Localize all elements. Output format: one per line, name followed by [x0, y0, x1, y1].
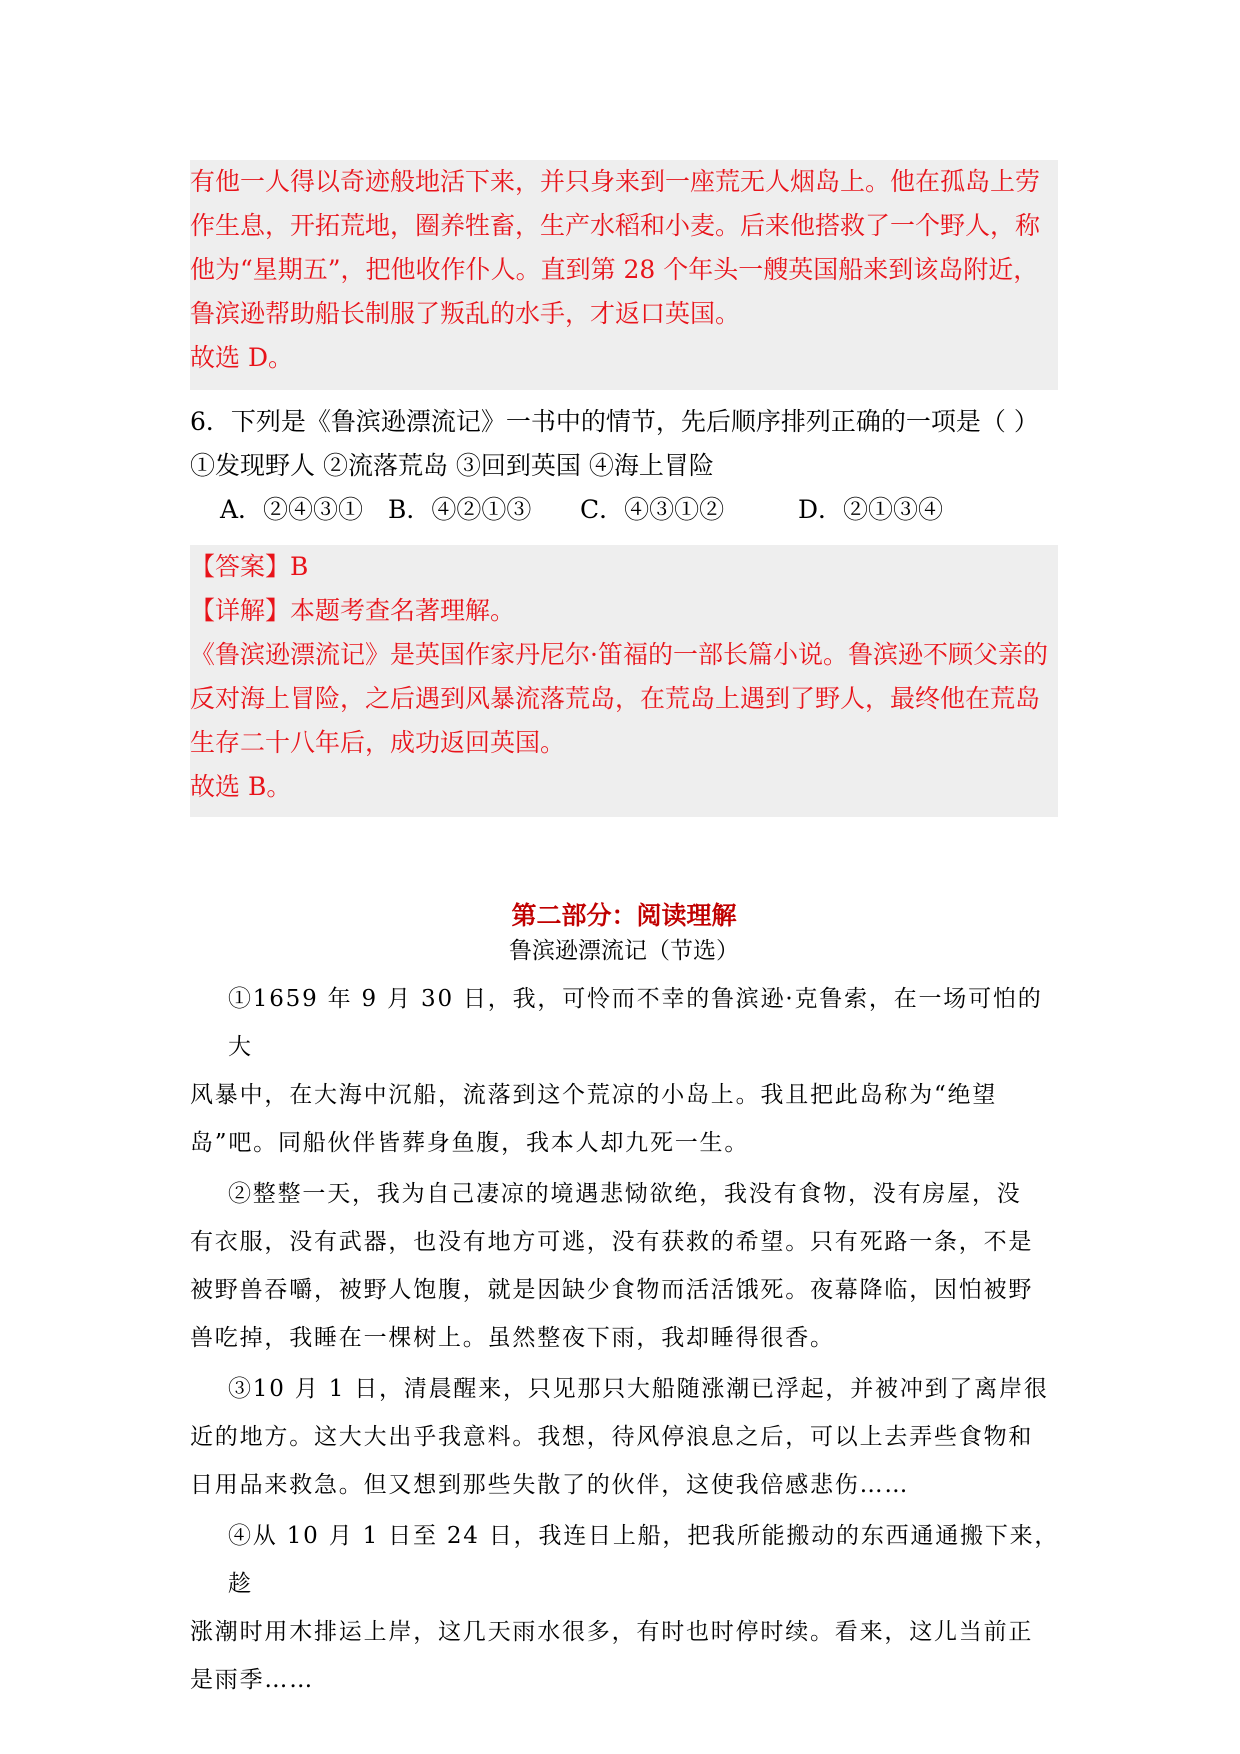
passage-line: ③10 月 1 日，清晨醒来，只见那只大船随涨潮已浮起，并被冲到了离岸很: [228, 1376, 1049, 1402]
option-a: A．②④③①: [220, 495, 364, 524]
passage-title: 鲁滨逊漂流记（节选）: [509, 938, 739, 964]
question-events: ①发现野人 ②流落荒岛 ③回到英国 ④海上冒险: [190, 451, 714, 480]
paragraph-1: [190, 975, 1066, 1167]
passage-line: 岛”吧。同船伙伴皆葬身鱼腹，我本人却九死一生。: [190, 1130, 750, 1156]
option-d: D．②①③④: [798, 495, 944, 524]
section-title: 第二部分：阅读理解: [511, 901, 737, 930]
analysis-box-question-6: [190, 545, 1058, 817]
passage-line: 近的地方。这大大出乎我意料。我想，待风停浪息之后，可以上去弄些食物和: [190, 1424, 1034, 1450]
passage-line: 涨潮时用木排运上岸，这几天雨水很多，有时也时停时续。看来，这儿当前正: [190, 1619, 1034, 1645]
analysis-line: 《鲁滨逊漂流记》是英国作家丹尼尔·笛福的一部长篇小说。鲁滨逊不顾父亲的: [190, 640, 1048, 669]
passage-line: 日用品来救急。但又想到那些失散了的伙伴，这使我倍感悲伤……: [190, 1472, 910, 1498]
passage-line: ④从 10 月 1 日至 24 日，我连日上船，把我所能搬动的东西通通搬下来，趁: [228, 1523, 1060, 1597]
conclusion-line: 故选 B。: [190, 772, 292, 801]
answer-label: 【答案】B: [190, 552, 309, 581]
passage-line: 是雨季……: [190, 1667, 314, 1693]
passage-line: ①1659 年 9 月 30 日，我，可怜而不幸的鲁滨逊·克鲁索，在一场可怕的大: [228, 986, 1043, 1060]
paragraph-3: [190, 1365, 1066, 1509]
question-stem: 6．下列是《鲁滨逊漂流记》一书中的情节，先后顺序排列正确的一项是（ ）: [190, 407, 1039, 436]
option-b: B．④②①③: [388, 495, 532, 524]
analysis-line: 他为“星期五”，把他收作仆人。直到第 28 个年头一艘英国船来到该岛附近，: [190, 255, 1039, 284]
passage-line: 有衣服，没有武器，也没有地方可逃，没有获救的希望。只有死路一条，不是: [190, 1229, 1034, 1255]
analysis-line: 生存二十八年后，成功返回英国。: [190, 728, 566, 757]
question-6: [190, 400, 1066, 524]
passage-line: 被野兽吞嚼，被野人饱腹，就是因缺少食物而活活饿死。夜幕降临，因怕被野: [190, 1277, 1034, 1303]
analysis-line: 反对海上冒险，之后遇到风暴流落荒岛，在荒岛上遇到了野人，最终他在荒岛: [190, 684, 1041, 713]
paragraph-2: [190, 1170, 1066, 1362]
detail-label: 【详解】本题考查名著理解。: [190, 596, 516, 625]
analysis-box-continued: [190, 160, 1058, 390]
passage-line: 兽吃掉，我睡在一棵树上。虽然整夜下雨，我却睡得很香。: [190, 1325, 835, 1351]
option-c: C．④③①②: [580, 495, 725, 524]
analysis-line: 作生息，开拓荒地，圈养牲畜，生产水稻和小麦。后来他搭救了一个野人，称: [190, 211, 1041, 240]
paragraph-4: [190, 1512, 1066, 1704]
passage-line: ②整整一天，我为自己凄凉的境遇悲恸欲绝，我没有食物，没有房屋，没: [228, 1181, 1022, 1207]
passage-line: 风暴中，在大海中沉船，流落到这个荒凉的小岛上。我且把此岛称为“绝望: [190, 1082, 998, 1108]
conclusion-line: 故选 D。: [190, 343, 293, 372]
analysis-line: 有他一人得以奇迹般地活下来，并只身来到一座荒无人烟岛上。他在孤岛上劳: [190, 167, 1041, 196]
reading-passage: [190, 975, 1066, 1707]
analysis-line: 鲁滨逊帮助船长制服了叛乱的水手，才返口英国。: [190, 299, 741, 328]
